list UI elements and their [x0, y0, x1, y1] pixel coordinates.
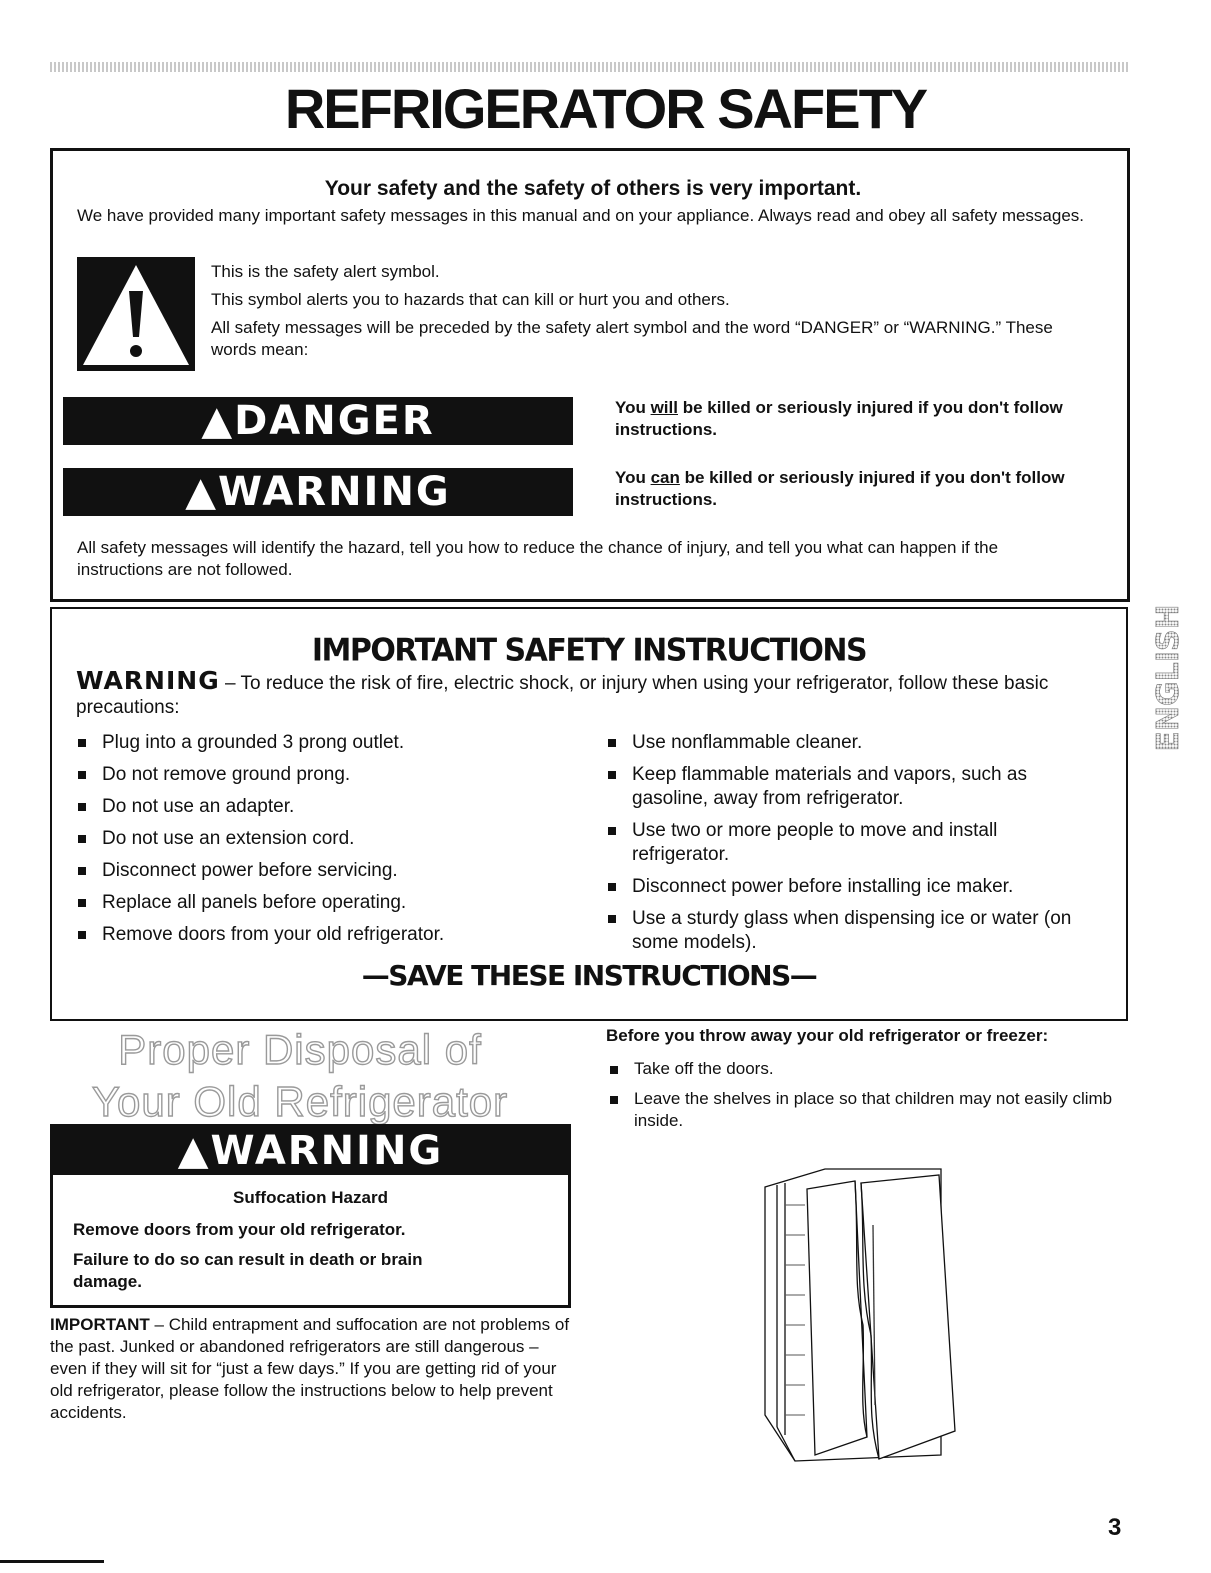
disposal-heading	[50, 1024, 550, 1128]
hazard-line: Remove doors from your old refrigerator.	[73, 1220, 406, 1239]
refrigerator-doors-removed-illustration	[755, 1165, 970, 1465]
warning-triangle-icon: ▲	[177, 1128, 211, 1174]
danger-meaning	[615, 397, 1095, 441]
side-tab-label: ENGLISH	[1152, 604, 1186, 752]
before-title: Before you throw away your old refrigerator or freezer:	[606, 1026, 1049, 1045]
bottom-rule	[0, 1560, 104, 1563]
list-item: Use nonflammable cleaner.	[604, 731, 1094, 755]
before-list	[606, 1058, 1126, 1140]
list-item: Use a sturdy glass when dispensing ice or water (on some models).	[604, 907, 1094, 955]
list-item: Do not use an extension cord.	[74, 827, 574, 851]
alert-line: This symbol alerts you to hazards that can kill or hurt you and others.	[211, 290, 730, 309]
important-safety-instructions-box	[50, 607, 1128, 1021]
disposal-heading-line: Proper Disposal of	[118, 1026, 482, 1073]
language-side-tab	[1152, 566, 1186, 790]
warning-meaning-emphasis: can	[650, 468, 680, 487]
list-item: Keep flammable materials and vapors, such as gasoline, away from refrigerator.	[604, 763, 1094, 811]
instructions-title: IMPORTANT SAFETY INSTRUCTIONS	[311, 632, 867, 669]
warning-meaning-part: be killed or seriously injured if you don't follow instructions.	[615, 468, 1065, 509]
warning-banner	[53, 1127, 568, 1175]
warning-meaning	[615, 467, 1095, 511]
disposal-heading-line: Your Old Refrigerator	[91, 1078, 509, 1125]
alert-explanation	[211, 261, 1091, 367]
danger-meaning-part: You	[615, 398, 651, 417]
list-item: Leave the shelves in place so that children may not easily climb inside.	[606, 1088, 1126, 1132]
danger-meaning-emphasis: will	[650, 398, 678, 417]
safety-alert-symbol-icon	[77, 257, 195, 371]
list-item: Remove doors from your old refrigerator.	[74, 923, 574, 947]
safety-intro-box	[50, 148, 1130, 602]
top-rule	[50, 62, 1128, 72]
list-item: Do not use an adapter.	[74, 795, 574, 819]
warning-banner	[63, 468, 573, 516]
hazard-title: Suffocation Hazard	[233, 1188, 388, 1207]
important-label: IMPORTANT	[50, 1315, 150, 1334]
intro-text: We have provided many important safety messages in this manual and on your appliance. Always read and obey all safety messages.	[77, 206, 1085, 225]
important-note	[50, 1314, 570, 1424]
suffocation-warning-box	[50, 1124, 571, 1308]
warning-triangle-icon: ▲	[185, 469, 218, 515]
hazard-line: Failure to do so can result in death or brain damage.	[73, 1250, 423, 1291]
danger-banner	[63, 397, 573, 445]
list-item: Plug into a grounded 3 prong outlet.	[74, 731, 574, 755]
warning-triangle-icon: ▲	[201, 398, 235, 444]
list-item: Disconnect power before installing ice maker.	[604, 875, 1094, 899]
instructions-right-list	[604, 731, 1094, 963]
warning-label: WARNING	[218, 469, 451, 515]
instructions-warning-word: WARNING	[76, 666, 220, 695]
page-title: REFRIGERATOR SAFETY	[284, 77, 927, 140]
list-item: Disconnect power before servicing.	[74, 859, 574, 883]
list-item: Use two or more people to move and install refrigerator.	[604, 819, 1094, 867]
important-text: – Child entrapment and suffocation are not problems of the past. Junked or abandoned refrigerators are still dangerous – even if they will sit for “just a few days.” If you are getting rid of your old refrigerator, please follow the instructions below to help prevent accidents.	[50, 1315, 570, 1422]
list-item: Replace all panels before operating.	[74, 891, 574, 915]
list-item: Do not remove ground prong.	[74, 763, 574, 787]
intro-subhead: Your safety and the safety of others is very important.	[324, 177, 862, 200]
page-number: 3	[1108, 1514, 1122, 1541]
save-instructions: —SAVE THESE INSTRUCTIONS—	[361, 959, 817, 992]
list-item: Take off the doors.	[606, 1058, 1126, 1080]
instructions-left-list	[74, 731, 574, 955]
warning-meaning-part: You	[615, 468, 651, 487]
alert-line: All safety messages will be preceded by the safety alert symbol and the word “DANGER” or “WARNING.” These words mean:	[211, 318, 1053, 359]
danger-meaning-part: be killed or seriously injured if you don't follow instructions.	[615, 398, 1063, 439]
instructions-warning	[76, 666, 1106, 720]
danger-label: DANGER	[234, 398, 435, 444]
warning-label: WARNING	[210, 1128, 444, 1174]
intro-closing: All safety messages will identify the hazard, tell you how to reduce the chance of injury, and tell you what can happen if the instructions are not followed.	[77, 538, 999, 579]
alert-line: This is the safety alert symbol.	[211, 262, 440, 281]
instructions-warning-text: – To reduce the risk of fire, electric shock, or injury when using your refrigerator, follow these basic precautions:	[76, 673, 1049, 718]
